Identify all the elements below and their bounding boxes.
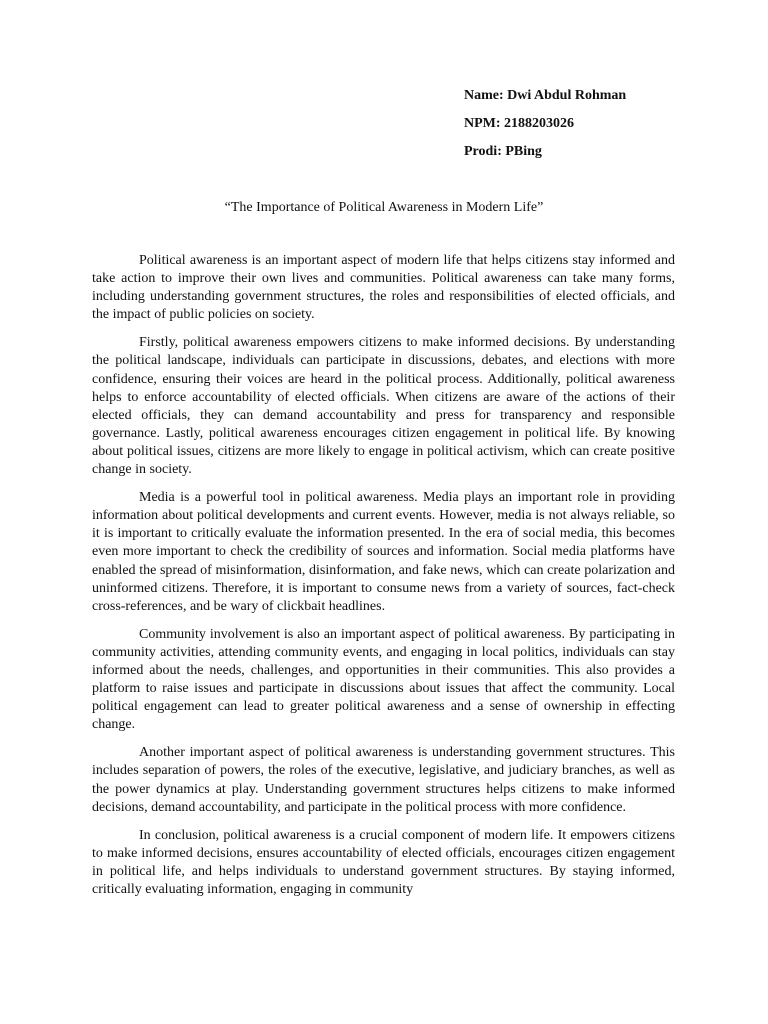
paragraph-conclusion: In conclusion, political awareness is a crucial component of modern life. It empowers citizens to make informed decisions, ensures accountability of elected officials, encourages citizen engagement in political life, and helps individuals to understand government structures. By staying informed, critically evaluating information, engaging in community (92, 827, 675, 897)
paragraph-media: Media is a powerful tool in political awareness. Media plays an important role in providing information about political developments and current events. However, media is not always reliable, so it is important to critically evaluate the information presented. In the era of social media, this becomes even more important to check the credibility of sources and information. Social media platforms have enabled the spread of misinformation, disinformation, and fake news, which can create polarization and uninformed citizens. Therefore, it is important to consume news from a variety of sources, fact-check cross-references, and be wary of clickbait headlines. (92, 490, 675, 614)
essay-title: “The Importance of Political Awareness in Modern Life” (224, 200, 544, 215)
essay-body (92, 252, 675, 909)
student-name: Name: Dwi Abdul Rohman (464, 88, 627, 103)
paragraph-empowerment: Firstly, political awareness empowers citizens to make informed decisions. By understanding the political landscape, individuals can participate in discussions, debates, and elections with more confidence, ensuring their voices are heard in the political process. Additionally, political awareness helps to enforce accountability of elected officials. When citizens are aware of the actions of their elected officials, they can demand accountability and press for transparency and responsible governance. Lastly, political awareness encourages citizen engagement in political life. By knowing about political issues, citizens are more likely to engage in political activism, which can create positive change in society. (92, 335, 675, 478)
student-npm: NPM: 2188203026 (464, 116, 575, 131)
student-info-block (464, 87, 754, 171)
paragraph-community: Community involvement is also an important aspect of political awareness. By participating in community activities, attending community events, and engaging in local politics, individuals can stay informed about the needs, challenges, and opportunities in their communities. This also provides a platform to raise issues and participate in discussions about issues that affect the community. Local political engagement can lead to greater political awareness and a sense of ownership in effecting change. (92, 626, 675, 733)
paragraph-government: Another important aspect of political awareness is understanding government structures. This includes separation of powers, the roles of the executive, legislative, and judiciary branches, as well as the power dynamics at play. Understanding government structures helps citizens to make informed decisions, demand accountability, and participate in the political process with more confidence. (92, 745, 675, 815)
paragraph-introduction: Political awareness is an important aspect of modern life that helps citizens stay informed and take action to improve their own lives and communities. Political awareness can take many forms, including understanding government structures, the roles and responsibilities of elected officials, and the impact of public policies on society. (92, 253, 675, 323)
student-prodi: Prodi: PBing (464, 144, 542, 159)
